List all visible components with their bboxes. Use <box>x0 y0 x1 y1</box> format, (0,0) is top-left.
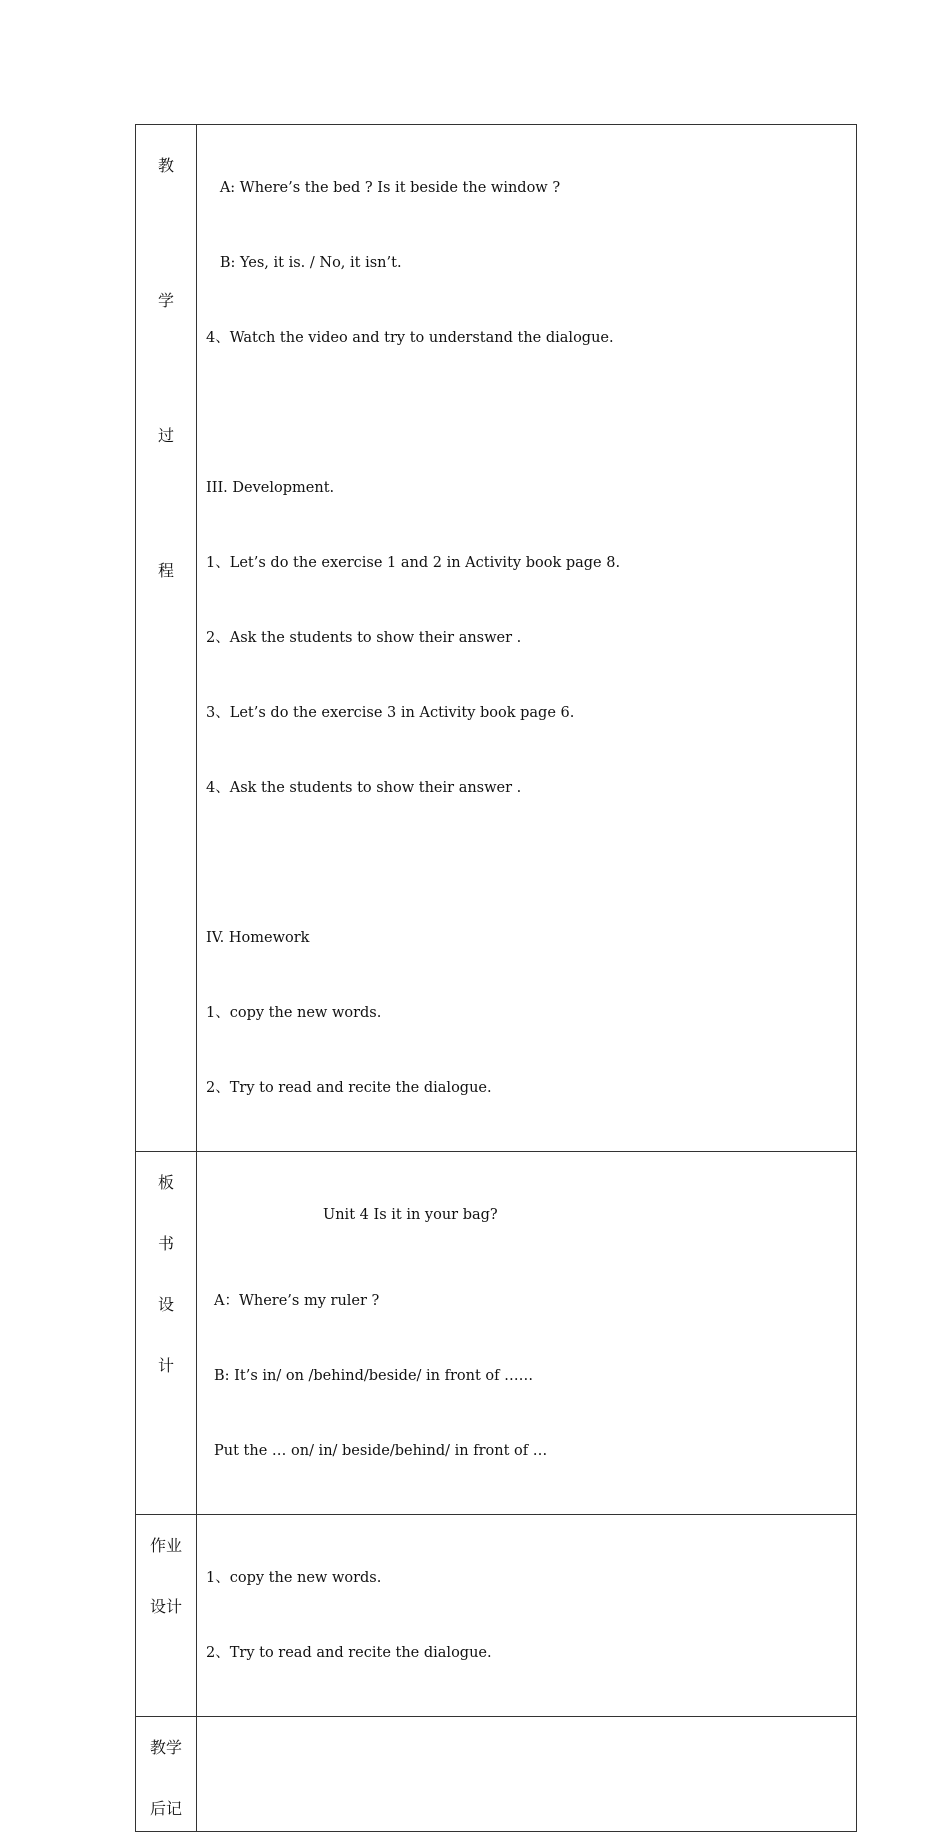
homework-content <box>197 1515 856 1716</box>
process-line: 1、Let’s do the exercise 1 and 2 in Activity book page 8. <box>206 555 621 571</box>
process-label-char: 教 <box>157 156 174 175</box>
process-line: 2、Ask the students to show their answer . <box>206 630 522 646</box>
board-line: B: It’s in/ on /behind/beside/ in front of …… <box>214 1368 534 1384</box>
board-label <box>136 1152 196 1376</box>
process-label <box>136 125 196 581</box>
process-line: 2、Try to read and recite the dialogue. <box>206 1080 492 1096</box>
process-line <box>206 851 856 876</box>
process-label-cell <box>136 125 197 1152</box>
reflection-label <box>136 1717 196 1819</box>
board-line: A：Where’s my ruler ? <box>214 1293 380 1309</box>
homework-label-cell <box>136 1515 197 1717</box>
process-line: 3、Let’s do the exercise 3 in Activity book page 6. <box>206 705 575 721</box>
board-label-char: 书 <box>157 1234 174 1253</box>
process-content-cell <box>197 125 857 1152</box>
homework-row <box>136 1515 857 1717</box>
homework-label-text: 作业 <box>149 1536 182 1555</box>
process-label-char: 过 <box>157 426 174 445</box>
process-content <box>197 125 856 1151</box>
process-line: 1、copy the new words. <box>206 1005 382 1021</box>
board-content-cell <box>197 1152 857 1515</box>
homework-line: 1、copy the new words. <box>206 1570 382 1586</box>
process-line: A: Where’s the bed ? Is it beside the window ? <box>206 180 561 196</box>
process-line: B: Yes, it is. / No, it isn’t. <box>206 255 402 271</box>
process-line: 4、Watch the video and try to understand the dialogue. <box>206 330 614 346</box>
process-line: 4、Ask the students to show their answer . <box>206 780 522 796</box>
reflection-content-cell <box>197 1717 857 1832</box>
board-label-cell <box>136 1152 197 1515</box>
board-line: Put the … on/ in/ beside/behind/ in front of … <box>214 1443 548 1459</box>
reflection-label-text: 教学 <box>149 1738 182 1757</box>
board-row <box>136 1152 857 1515</box>
process-line: III. Development. <box>206 480 335 496</box>
reflection-label-cell <box>136 1717 197 1832</box>
lesson-plan-table <box>135 124 857 1832</box>
process-line <box>206 401 856 426</box>
homework-content-cell <box>197 1515 857 1717</box>
process-line: IV. Homework <box>206 930 310 946</box>
process-label-char: 学 <box>157 291 174 310</box>
board-label-char: 计 <box>157 1356 174 1375</box>
board-label-char: 设 <box>157 1295 174 1314</box>
reflection-label-text: 后记 <box>149 1799 182 1818</box>
board-label-char: 板 <box>157 1173 174 1192</box>
process-label-char: 程 <box>157 561 174 580</box>
board-title: Unit 4 Is it in your bag? <box>323 1207 498 1223</box>
board-content <box>197 1152 856 1514</box>
process-row <box>136 125 857 1152</box>
homework-line: 2、Try to read and recite the dialogue. <box>206 1645 492 1661</box>
homework-label <box>136 1515 196 1617</box>
homework-label-text: 设计 <box>149 1597 182 1616</box>
reflection-row <box>136 1717 857 1832</box>
